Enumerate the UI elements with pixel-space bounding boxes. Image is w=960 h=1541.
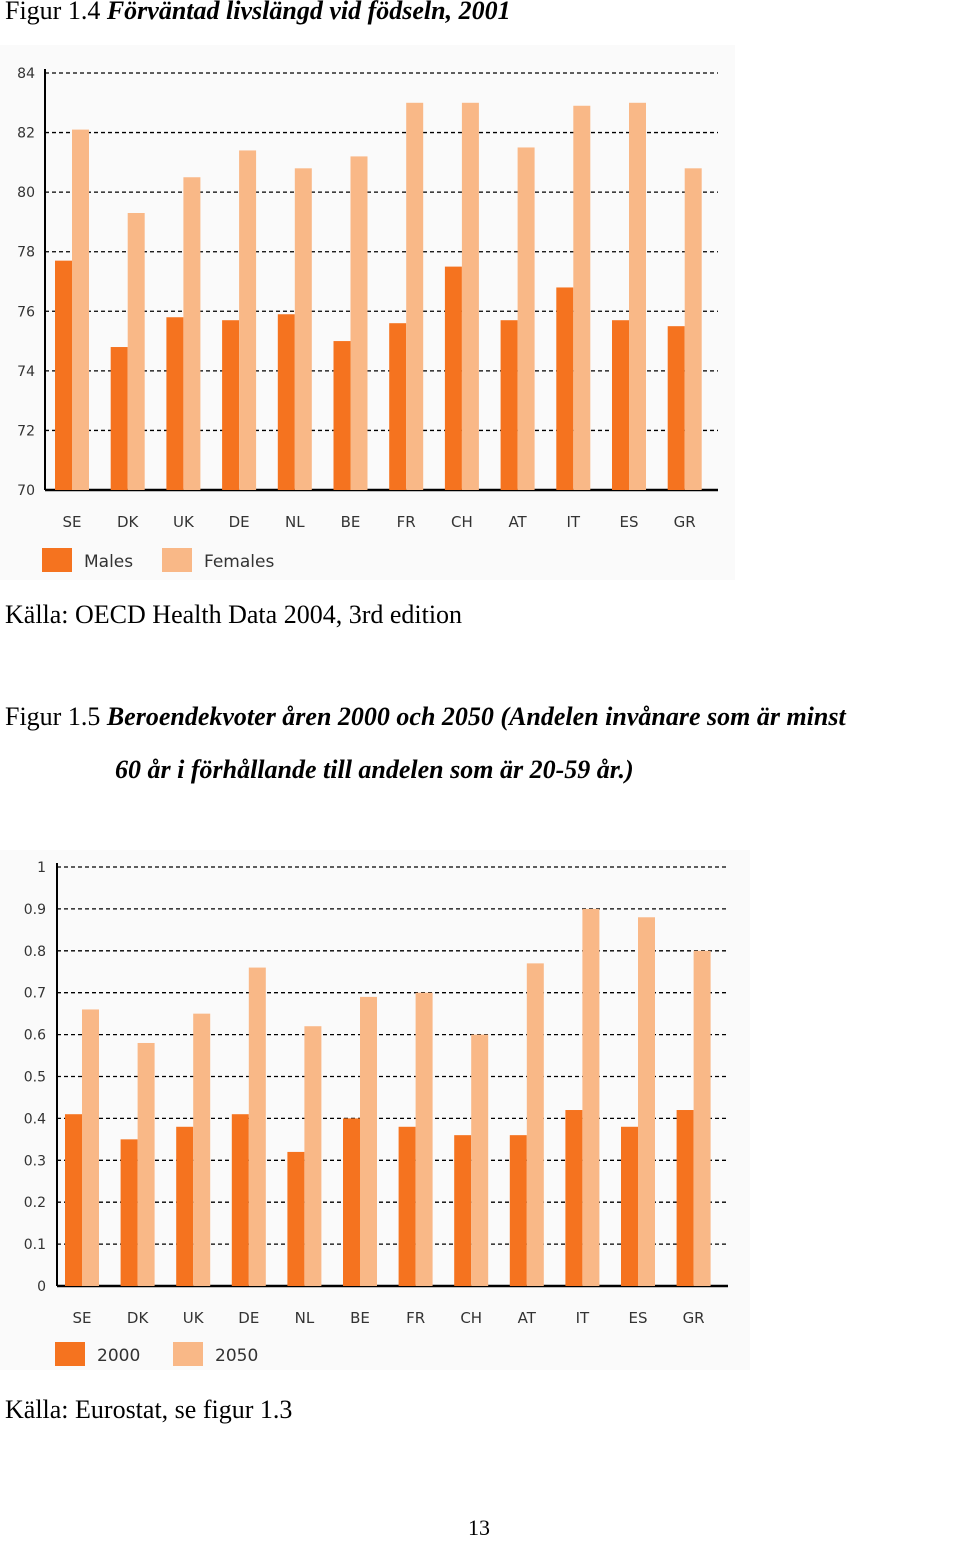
legend-label-2000: 2000 bbox=[97, 1346, 141, 1366]
bar-2000-se bbox=[65, 1114, 82, 1286]
y-tick-label: 0.4 bbox=[23, 1111, 46, 1128]
y-tick-label: 0.8 bbox=[23, 943, 46, 960]
bar-2050-dk bbox=[138, 1043, 155, 1286]
x-tick-label: UK bbox=[172, 513, 194, 531]
bar-females-be bbox=[351, 156, 368, 490]
figure-1-4-title: Förväntad livslängd vid födseln, 2001 bbox=[106, 0, 511, 25]
y-tick-label: 80 bbox=[17, 185, 35, 202]
legend-swatch-2050 bbox=[173, 1342, 203, 1366]
x-tick-label: DK bbox=[126, 1309, 149, 1327]
bar-females-gr bbox=[685, 168, 702, 490]
bar-2000-de bbox=[232, 1114, 249, 1286]
x-tick-label: IT bbox=[575, 1309, 590, 1327]
bar-2050-uk bbox=[193, 1014, 210, 1286]
legend-swatch-males bbox=[42, 548, 72, 572]
bar-2050-fr bbox=[416, 993, 433, 1286]
bar-females-es bbox=[629, 103, 646, 490]
x-tick-label: AT bbox=[517, 1309, 536, 1327]
y-tick-label: 0.3 bbox=[23, 1153, 46, 1170]
y-tick-label: 0 bbox=[37, 1279, 46, 1295]
page-number: 13 bbox=[468, 1515, 490, 1540]
bar-males-fr bbox=[389, 323, 406, 490]
bar-2050-it bbox=[582, 909, 599, 1286]
x-tick-label: CH bbox=[460, 1309, 483, 1327]
x-tick-label: SE bbox=[62, 513, 82, 531]
legend-label-females: Females bbox=[204, 552, 275, 572]
y-tick-label: 72 bbox=[17, 423, 35, 440]
y-tick-label: 0.1 bbox=[23, 1237, 46, 1254]
bar-2000-nl bbox=[287, 1152, 304, 1286]
x-tick-label: GR bbox=[673, 513, 696, 531]
legend-swatch-females bbox=[162, 548, 192, 572]
x-tick-label: DK bbox=[117, 513, 139, 531]
bar-females-uk bbox=[183, 177, 200, 490]
bar-males-nl bbox=[278, 314, 295, 490]
bar-2000-uk bbox=[176, 1127, 193, 1286]
bar-females-se bbox=[72, 130, 89, 490]
figure-1-5-label: Figur 1.5 bbox=[5, 702, 107, 731]
x-tick-label: FR bbox=[396, 513, 416, 531]
x-tick-label: FR bbox=[406, 1309, 426, 1327]
dependency-ratio-chart bbox=[0, 850, 760, 1380]
x-tick-label: ES bbox=[619, 513, 639, 531]
bar-2050-at bbox=[527, 963, 544, 1286]
bar-males-it bbox=[556, 287, 573, 490]
bar-2050-ch bbox=[471, 1035, 488, 1286]
bar-2050-nl bbox=[304, 1026, 321, 1286]
x-tick-label: NL bbox=[285, 513, 305, 531]
bar-males-de bbox=[222, 320, 239, 490]
figure-1-4-label: Figur 1.4 bbox=[5, 0, 107, 25]
bar-males-dk bbox=[111, 347, 128, 490]
figure-1-5-caption bbox=[5, 702, 846, 732]
bar-males-es bbox=[612, 320, 629, 490]
bar-2050-de bbox=[249, 968, 266, 1286]
x-tick-label: DE bbox=[238, 1309, 260, 1327]
y-tick-label: 0.9 bbox=[23, 901, 46, 918]
bar-2000-es bbox=[621, 1127, 638, 1286]
bar-2000-fr bbox=[399, 1127, 416, 1286]
y-tick-label: 0.6 bbox=[23, 1027, 46, 1044]
figure-1-5-title-line1: Beroendekvoter åren 2000 och 2050 (Andelen invånare som är minst bbox=[106, 702, 846, 731]
bar-females-it bbox=[573, 106, 590, 490]
x-tick-label: DE bbox=[228, 513, 250, 531]
bar-females-dk bbox=[128, 213, 145, 490]
figure-1-4-source: Källa: OECD Health Data 2004, 3rd edition bbox=[5, 600, 463, 629]
y-tick-label: 0.5 bbox=[23, 1069, 46, 1086]
legend-label-males: Males bbox=[84, 552, 134, 572]
bar-2000-at bbox=[510, 1135, 527, 1286]
bar-2050-gr bbox=[694, 951, 711, 1286]
bar-females-ch bbox=[462, 103, 479, 490]
x-tick-label: AT bbox=[508, 513, 527, 531]
y-tick-label: 0.2 bbox=[23, 1195, 46, 1212]
figure-1-5-title-line2: 60 år i förhållande till andelen som är 20-59 år.) bbox=[115, 755, 634, 784]
bar-males-uk bbox=[166, 317, 183, 490]
bar-2050-se bbox=[82, 1009, 99, 1286]
y-tick-label: 70 bbox=[17, 483, 35, 499]
bar-males-ch bbox=[445, 267, 462, 490]
figure-1-4-caption bbox=[5, 0, 511, 26]
y-tick-label: 74 bbox=[17, 363, 35, 380]
y-tick-label: 0.7 bbox=[23, 985, 46, 1002]
bar-2000-it bbox=[565, 1110, 582, 1286]
bar-2050-es bbox=[638, 917, 655, 1286]
x-tick-label: CH bbox=[451, 513, 473, 531]
x-tick-label: NL bbox=[294, 1309, 315, 1327]
bar-females-de bbox=[239, 150, 256, 490]
bar-2000-ch bbox=[454, 1135, 471, 1286]
y-tick-label: 76 bbox=[17, 304, 35, 321]
bar-2000-gr bbox=[677, 1110, 694, 1286]
x-tick-label: BE bbox=[340, 513, 361, 531]
x-tick-label: IT bbox=[566, 513, 581, 531]
life-expectancy-chart bbox=[0, 45, 760, 585]
y-tick-label: 82 bbox=[17, 125, 35, 142]
bar-2050-be bbox=[360, 997, 377, 1286]
bar-females-nl bbox=[295, 168, 312, 490]
x-tick-label: SE bbox=[72, 1309, 92, 1327]
y-tick-label: 84 bbox=[17, 66, 35, 82]
legend-label-2050: 2050 bbox=[215, 1346, 259, 1366]
bar-males-gr bbox=[668, 326, 685, 490]
bar-males-be bbox=[334, 341, 351, 490]
x-tick-label: GR bbox=[682, 1309, 705, 1327]
bar-2000-be bbox=[343, 1118, 360, 1286]
figure-1-5-source: Källa: Eurostat, se figur 1.3 bbox=[5, 1395, 293, 1424]
legend-swatch-2000 bbox=[55, 1342, 85, 1366]
bar-males-se bbox=[55, 261, 72, 490]
bar-2000-dk bbox=[121, 1139, 138, 1286]
bar-males-at bbox=[501, 320, 518, 490]
y-tick-label: 78 bbox=[17, 244, 35, 261]
bar-females-fr bbox=[406, 103, 423, 490]
x-tick-label: BE bbox=[350, 1309, 370, 1327]
x-tick-label: ES bbox=[628, 1309, 648, 1327]
bar-females-at bbox=[518, 147, 535, 490]
y-tick-label: 1 bbox=[37, 860, 46, 876]
x-tick-label: UK bbox=[182, 1309, 204, 1327]
